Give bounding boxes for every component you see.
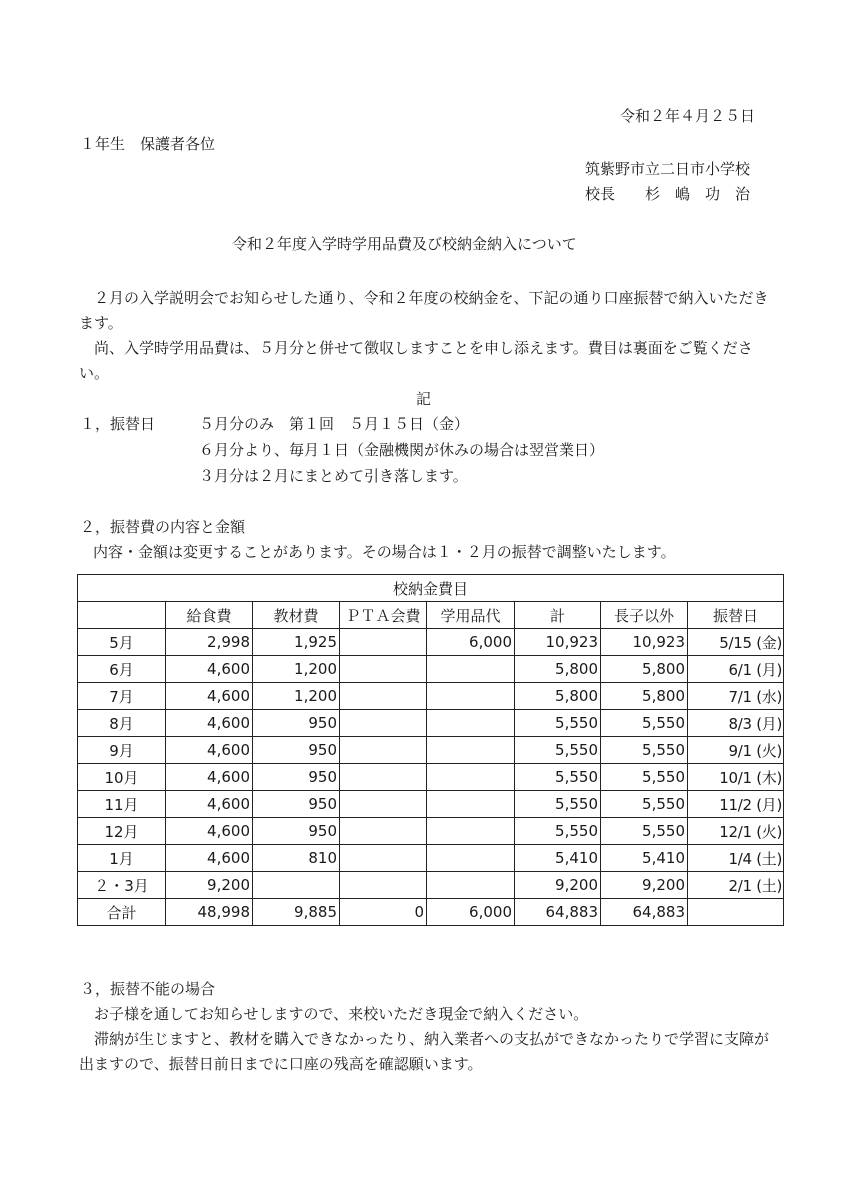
intro-paragraph-2: 尚、入学時学用品費は、５月分と併せて徴収しますことを申し添えます。費目は裏面をご覧ください。 bbox=[79, 339, 753, 382]
amount-cell: 64,883 bbox=[515, 899, 601, 926]
recipient: １年生 保護者各位 bbox=[80, 135, 216, 153]
amount-cell: 5,410 bbox=[515, 845, 601, 872]
row-label-cell: 8月 bbox=[78, 710, 166, 737]
column-header: 学用品代 bbox=[427, 602, 515, 629]
column-header: 教材費 bbox=[253, 602, 340, 629]
amount-cell bbox=[427, 710, 515, 737]
amount-cell: 6,000 bbox=[427, 629, 515, 656]
amount-cell: 5,550 bbox=[601, 791, 688, 818]
amount-cell: 6,000 bbox=[427, 899, 515, 926]
amount-cell: 4,600 bbox=[166, 818, 253, 845]
row-label-cell: ２・3月 bbox=[78, 872, 166, 899]
section3-heading: ３，振替不能の場合 bbox=[80, 980, 216, 998]
amount-cell: 4,600 bbox=[166, 656, 253, 683]
transfer-date-cell: 2/1 (土) bbox=[688, 872, 784, 899]
amount-cell: 950 bbox=[253, 737, 340, 764]
amount-cell: 5,410 bbox=[601, 845, 688, 872]
section3-paragraph-1: お子様を通してお知らせしますので、来校いただき現金で納入ください。 bbox=[79, 1005, 589, 1023]
amount-cell: 950 bbox=[253, 710, 340, 737]
column-header: ＰＴＡ会費 bbox=[340, 602, 427, 629]
school-name: 筑紫野市立二日市小学校 bbox=[585, 160, 751, 178]
amount-cell bbox=[427, 656, 515, 683]
amount-cell: 0 bbox=[340, 899, 427, 926]
amount-cell: 5,550 bbox=[515, 710, 601, 737]
amount-cell: 4,600 bbox=[166, 764, 253, 791]
section1-line-2: ６月分より、毎月１日（金融機関が休みの場合は翌営業日） bbox=[199, 441, 605, 459]
amount-cell bbox=[340, 845, 427, 872]
amount-cell: 9,200 bbox=[166, 872, 253, 899]
amount-cell: 4,600 bbox=[166, 845, 253, 872]
transfer-date-cell: 5/15 (金) bbox=[688, 629, 784, 656]
amount-cell bbox=[340, 629, 427, 656]
amount-cell bbox=[427, 818, 515, 845]
table-row bbox=[78, 872, 784, 899]
amount-cell: 5,550 bbox=[515, 764, 601, 791]
table-row bbox=[78, 737, 784, 764]
section3-paragraph-2: 滞納が生じますと、教材を購入できなかったり、納入業者への支払ができなかったりで学習に支障が出ますので、振替日前日までに口座の残高を確認願います。 bbox=[79, 1030, 770, 1073]
amount-cell: 10,923 bbox=[601, 629, 688, 656]
ki-label: 記 bbox=[416, 390, 432, 408]
column-header: 振替日 bbox=[688, 602, 784, 629]
amount-cell: 5,550 bbox=[515, 818, 601, 845]
amount-cell: 9,200 bbox=[601, 872, 688, 899]
amount-cell: 64,883 bbox=[601, 899, 688, 926]
column-header: 長子以外 bbox=[601, 602, 688, 629]
amount-cell: 5,550 bbox=[601, 764, 688, 791]
section2-heading: ２，振替費の内容と金額 bbox=[80, 518, 246, 536]
amount-cell bbox=[340, 656, 427, 683]
document-date: 令和２年４月２５日 bbox=[620, 107, 756, 125]
amount-cell: 1,200 bbox=[253, 656, 340, 683]
transfer-date-cell: 12/1 (火) bbox=[688, 818, 784, 845]
transfer-date-cell: 1/4 (土) bbox=[688, 845, 784, 872]
amount-cell bbox=[427, 764, 515, 791]
amount-cell: 4,600 bbox=[166, 737, 253, 764]
row-label-cell: 5月 bbox=[78, 629, 166, 656]
transfer-date-cell: 7/1 (水) bbox=[688, 683, 784, 710]
row-label-cell: 9月 bbox=[78, 737, 166, 764]
amount-cell bbox=[427, 845, 515, 872]
amount-cell bbox=[340, 737, 427, 764]
transfer-date-cell: 10/1 (木) bbox=[688, 764, 784, 791]
amount-cell: 48,998 bbox=[166, 899, 253, 926]
column-header: 計 bbox=[515, 602, 601, 629]
amount-cell: 9,200 bbox=[515, 872, 601, 899]
amount-cell: 5,800 bbox=[601, 656, 688, 683]
transfer-date-cell: 6/1 (月) bbox=[688, 656, 784, 683]
amount-cell: 5,550 bbox=[601, 737, 688, 764]
amount-cell: 5,800 bbox=[601, 683, 688, 710]
transfer-date-cell bbox=[688, 899, 784, 926]
amount-cell: 10,923 bbox=[515, 629, 601, 656]
table-header-row bbox=[78, 602, 784, 629]
row-label-cell: 11月 bbox=[78, 791, 166, 818]
row-label-cell: 1月 bbox=[78, 845, 166, 872]
amount-cell bbox=[340, 764, 427, 791]
section1-line-1: ５月分のみ 第１回 ５月１５日（金） bbox=[199, 415, 470, 433]
amount-cell bbox=[340, 791, 427, 818]
section1-line-3: ３月分は２月にまとめて引き落します。 bbox=[199, 467, 468, 485]
amount-cell: 4,600 bbox=[166, 683, 253, 710]
table-row bbox=[78, 683, 784, 710]
amount-cell: 950 bbox=[253, 764, 340, 791]
table-row bbox=[78, 656, 784, 683]
amount-cell: 1,200 bbox=[253, 683, 340, 710]
amount-cell bbox=[253, 872, 340, 899]
table-row bbox=[78, 899, 784, 926]
section2-note: 内容・金額は変更することがあります。その場合は１・２月の振替で調整いたします。 bbox=[93, 543, 676, 561]
amount-cell: 1,925 bbox=[253, 629, 340, 656]
transfer-date-cell: 9/1 (火) bbox=[688, 737, 784, 764]
amount-cell: 5,550 bbox=[515, 737, 601, 764]
amount-cell: 5,800 bbox=[515, 683, 601, 710]
document-title: 令和２年度入学時学用品費及び校納金納入について bbox=[232, 235, 577, 253]
column-header: 給食費 bbox=[166, 602, 253, 629]
amount-cell: 2,998 bbox=[166, 629, 253, 656]
section1-heading: １，振替日 bbox=[80, 415, 156, 433]
transfer-date-cell: 8/3 (月) bbox=[688, 710, 784, 737]
amount-cell bbox=[340, 710, 427, 737]
intro-paragraph-1: ２月の入学説明会でお知らせした通り、令和２年度の校納金を、下記の通り口座振替で納入いただきます。 bbox=[79, 289, 769, 332]
amount-cell bbox=[427, 872, 515, 899]
amount-cell: 5,800 bbox=[515, 656, 601, 683]
amount-cell bbox=[340, 683, 427, 710]
table-row bbox=[78, 818, 784, 845]
table-row bbox=[78, 629, 784, 656]
principal-name: 校長 杉 嶋 功 治 bbox=[585, 185, 751, 203]
table-row bbox=[78, 845, 784, 872]
table-caption-row bbox=[78, 575, 784, 602]
row-label-cell: 10月 bbox=[78, 764, 166, 791]
amount-cell: 950 bbox=[253, 818, 340, 845]
column-header bbox=[78, 602, 166, 629]
row-label-cell: 7月 bbox=[78, 683, 166, 710]
row-label-cell: 合計 bbox=[78, 899, 166, 926]
amount-cell: 4,600 bbox=[166, 791, 253, 818]
row-label-cell: 6月 bbox=[78, 656, 166, 683]
amount-cell: 4,600 bbox=[166, 710, 253, 737]
row-label-cell: 12月 bbox=[78, 818, 166, 845]
amount-cell: 810 bbox=[253, 845, 340, 872]
amount-cell bbox=[427, 737, 515, 764]
table-row bbox=[78, 710, 784, 737]
amount-cell bbox=[427, 791, 515, 818]
amount-cell: 950 bbox=[253, 791, 340, 818]
amount-cell: 5,550 bbox=[601, 710, 688, 737]
table-caption: 校納金費目 bbox=[78, 575, 784, 602]
amount-cell bbox=[427, 683, 515, 710]
transfer-date-cell: 11/2 (月) bbox=[688, 791, 784, 818]
table-row bbox=[78, 764, 784, 791]
table-row bbox=[78, 791, 784, 818]
amount-cell: 5,550 bbox=[601, 818, 688, 845]
amount-cell: 9,885 bbox=[253, 899, 340, 926]
amount-cell bbox=[340, 872, 427, 899]
fee-table bbox=[77, 574, 784, 926]
amount-cell bbox=[340, 818, 427, 845]
amount-cell: 5,550 bbox=[515, 791, 601, 818]
